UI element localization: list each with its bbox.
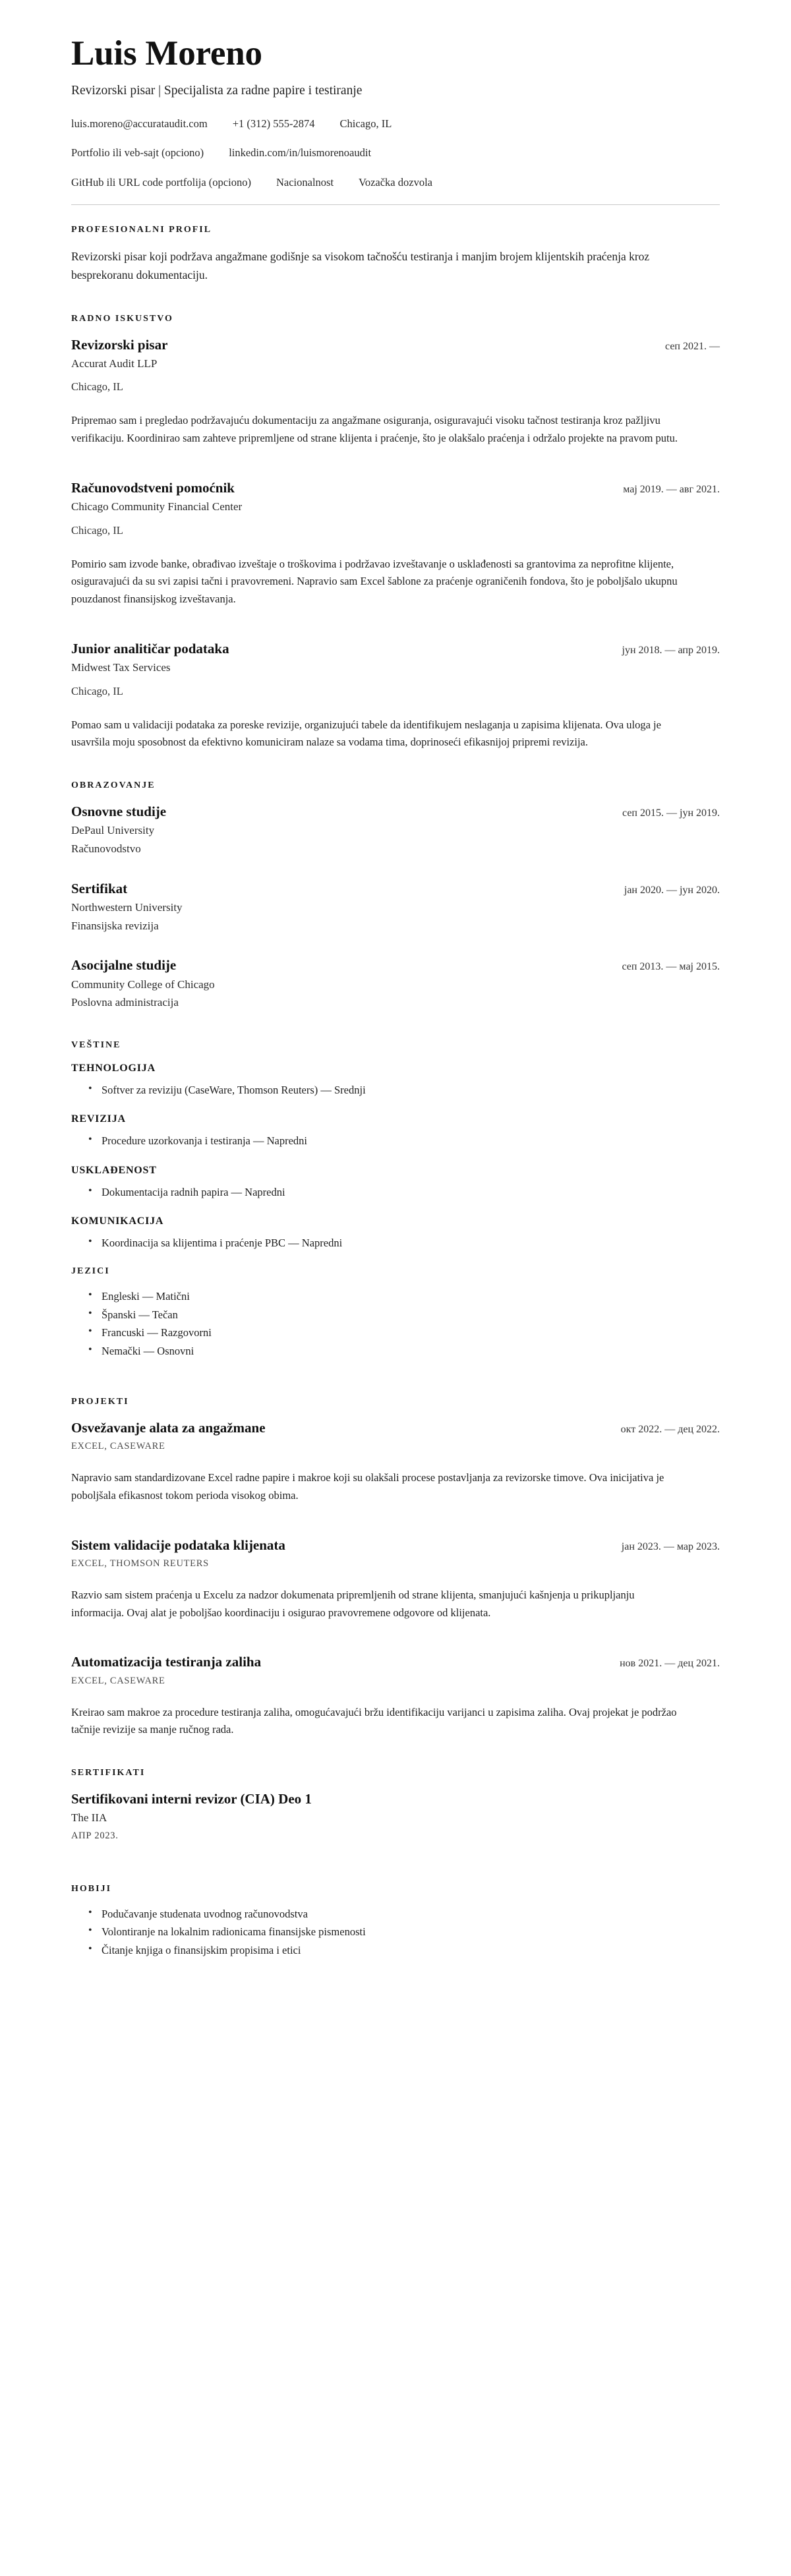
skill-item: • Procedure uzorkovanja i testiranja — Napredni xyxy=(88,1132,720,1150)
section-title-skills: VEŠTINE xyxy=(71,1039,121,1050)
education-school: Northwestern University xyxy=(71,901,183,914)
job-date: мај 2019. — авг 2021. xyxy=(623,483,720,495)
hobby-item: • Volontiranje na lokalnim radionicama finansijske pismenosti xyxy=(88,1923,720,1941)
project-date: нов 2021. — дец 2021. xyxy=(620,1658,720,1670)
spacer xyxy=(71,453,720,479)
contact-portfolio[interactable]: Portfolio ili veb-sajt (opciono) xyxy=(71,146,204,160)
spacer xyxy=(71,1745,720,1768)
header-divider xyxy=(71,204,720,205)
certificate-issuer: The IIA xyxy=(71,1811,107,1825)
experience-entry-head xyxy=(71,640,720,658)
experience-entry-head xyxy=(71,479,720,497)
hobby-item: • Čitanje knjiga o finansijskim propisima i etici xyxy=(88,1941,720,1959)
education-entry-head xyxy=(71,880,720,898)
contact-row-1 xyxy=(71,116,720,132)
education-entry-head xyxy=(71,956,720,974)
section-title-certificates: SERTIFIKATI xyxy=(71,1768,146,1778)
section-languages xyxy=(71,1266,720,1360)
candidate-name: Luis Moreno xyxy=(71,34,262,73)
project-tech: EXCEL, CASEWARE xyxy=(71,1675,165,1686)
contact-github[interactable]: GitHub ili URL code portfolija (opciono) xyxy=(71,176,251,189)
hobby-list xyxy=(71,1905,720,1959)
job-company: Accurat Audit LLP xyxy=(71,357,158,370)
candidate-headline: Revizorski pisar | Specijalista za radne papire i testiranje xyxy=(71,84,363,98)
project-entry-head xyxy=(71,1653,720,1671)
project-name: Automatizacija testiranja zaliha xyxy=(71,1654,262,1670)
language-item: • Španski — Tečan xyxy=(88,1306,720,1324)
skill-item: • Softver za reviziju (CaseWare, Thomson Reuters) — Srednji xyxy=(88,1081,720,1099)
skill-group-label: TEHNOLOGIJA xyxy=(71,1062,156,1074)
job-description: Pomirio sam izvode banke, obrađivao izveštaje o troškovima i podržavao izveštavanje o usklađenosti sa grantovima za neprofitne klijente, osiguravajući da su svi zapisi tačni i pravovremeni. Napravio sam Excel šablone za praćenje ograničenih fondova, što je poboljšalo ukupnu pouzdanost finansijskog izveštavanja. xyxy=(71,557,678,606)
skill-item: • Koordinacija sa klijentima i praćenje PBC — Napredni xyxy=(88,1234,720,1252)
section-title-languages: JEZICI xyxy=(71,1266,110,1277)
education-entry xyxy=(71,956,720,1011)
language-item: • Nemački — Osnovni xyxy=(88,1342,720,1360)
contact-nationality: Nacionalnost xyxy=(276,176,334,189)
section-profile xyxy=(71,225,720,285)
job-description: Pomao sam u validaciji podataka za poreske revizije, organizujući tabele da identifikujem neslaganja u zapisima klijenata. Ova uloga je usavršila moju sposobnost da efektivno komuniciram nalaze sa vodama tima, doprinoseći efikasnijoj pripremi revizija. xyxy=(71,718,661,749)
language-item: • Francuski — Razgovorni xyxy=(88,1324,720,1341)
job-role: Junior analitičar podataka xyxy=(71,640,229,657)
skill-group-label: KOMUNIKACIJA xyxy=(71,1215,164,1227)
education-field: Finansijska revizija xyxy=(71,919,159,932)
section-skills xyxy=(71,1040,720,1252)
project-description: Napravio sam standardizovane Excel radne papire i makroe koji su olakšali procese postavljanja za revizorske timove. Ova inicijativa je poboljšala efikasnost tokom perioda visokog obima. xyxy=(71,1471,664,1502)
spacer xyxy=(71,291,720,314)
section-certificates xyxy=(71,1768,720,1842)
job-date: сеп 2021. — xyxy=(665,340,720,352)
project-entry xyxy=(71,1419,720,1505)
skill-group-communication xyxy=(71,1215,720,1252)
education-entry xyxy=(71,880,720,935)
spacer xyxy=(71,1374,720,1397)
job-location: Chicago, IL xyxy=(71,523,123,537)
certificate-date: АПР 2023. xyxy=(71,1830,119,1842)
project-date: јан 2023. — мар 2023. xyxy=(621,1540,720,1552)
spacer xyxy=(71,1848,720,1871)
section-title-projects: PROJEKTI xyxy=(71,1396,129,1407)
contact-email[interactable]: luis.moreno@accurataudit.com xyxy=(71,117,208,130)
education-entry xyxy=(71,803,720,858)
education-school: DePaul University xyxy=(71,824,155,837)
spacer xyxy=(71,1018,720,1040)
section-title-experience: RADNO ISKUSTVO xyxy=(71,313,173,324)
hobby-item: • Podučavanje studenata uvodnog računovodstva xyxy=(88,1905,720,1923)
skill-list xyxy=(71,1132,720,1150)
spacer xyxy=(71,614,720,640)
project-entry xyxy=(71,1537,720,1622)
experience-entry xyxy=(71,640,720,751)
section-title-profile: PROFESIONALNI PROFIL xyxy=(71,224,212,235)
project-entry-head xyxy=(71,1419,720,1437)
project-name: Sistem validacije podataka klijenata xyxy=(71,1537,285,1553)
contact-row-3 xyxy=(71,175,720,191)
project-tech: EXCEL, CASEWARE xyxy=(71,1441,165,1452)
project-entry xyxy=(71,1653,720,1739)
experience-entry xyxy=(71,479,720,608)
job-role: Revizorski pisar xyxy=(71,336,168,353)
language-list xyxy=(71,1287,720,1360)
section-title-hobbies: HOBIJI xyxy=(71,1884,112,1894)
job-date: јун 2018. — апр 2019. xyxy=(622,644,720,656)
skill-item: • Dokumentacija radnih papira — Napredni xyxy=(88,1183,720,1201)
section-projects xyxy=(71,1397,720,1739)
profile-summary: Revizorski pisar koji podržava angažmane godišnje sa visokom tačnošću testiranja i manjim brojem klijentskih praćenja kroz besprekoranu dokumentaciju. xyxy=(71,249,650,282)
skill-group-audit xyxy=(71,1113,720,1150)
project-tech: EXCEL, THOMSON REUTERS xyxy=(71,1558,209,1569)
contact-linkedin[interactable]: linkedin.com/in/luismorenoaudit xyxy=(229,146,372,160)
section-education xyxy=(71,780,720,1011)
project-name: Osvežavanje alata za angažmane xyxy=(71,1419,266,1436)
education-degree: Sertifikat xyxy=(71,880,128,896)
contact-row-2 xyxy=(71,145,720,161)
section-title-education: OBRAZOVANJE xyxy=(71,780,156,791)
contact-phone[interactable]: +1 (312) 555-2874 xyxy=(232,117,315,130)
job-location: Chicago, IL xyxy=(71,380,123,394)
job-company: Midwest Tax Services xyxy=(71,661,171,674)
experience-entry-head xyxy=(71,336,720,354)
education-date: сеп 2015. — јун 2019. xyxy=(622,807,720,819)
resume-header xyxy=(71,34,720,191)
contact-location: Chicago, IL xyxy=(339,117,392,130)
project-description: Razvio sam sistem praćenja u Excelu za nadzor dokumenata pripremljenih od strane klijenta, smanjujući kašnjenja u prikupljanju informacija. Ovaj alat je poboljšao koordinaciju i osigurao pravovremene odgovore od klijenata. xyxy=(71,1588,635,1619)
spacer xyxy=(71,939,720,956)
contact-drivers-license: Vozačka dozvola xyxy=(359,176,432,189)
education-field: Poslovna administracija xyxy=(71,996,179,1009)
education-degree: Asocijalne studije xyxy=(71,957,177,974)
job-description: Pripremao sam i pregledao podržavajuću dokumentaciju za angažmane osiguranja, osiguravajući visoku tačnost testiranja kroz pažljivu verifikaciju. Koordinirao sam zahteve pripremljene od strane klijenta i praćenje, što je olakšalo praćenja i održalo projekte na pravom putu. xyxy=(71,414,678,445)
skill-list xyxy=(71,1183,720,1201)
spacer xyxy=(71,758,720,780)
section-hobbies xyxy=(71,1884,720,1959)
language-item: • Engleski — Matični xyxy=(88,1287,720,1305)
certificate-entry xyxy=(71,1790,720,1842)
spacer xyxy=(71,1627,720,1653)
certificate-name: Sertifikovani interni revizor (CIA) Deo 1 xyxy=(71,1791,312,1807)
skill-group-label: REVIZIJA xyxy=(71,1113,126,1125)
spacer xyxy=(71,1510,720,1537)
project-date: окт 2022. — дец 2022. xyxy=(620,1423,720,1435)
skill-group-label: USKLAĐENOST xyxy=(71,1164,157,1176)
education-school: Community College of Chicago xyxy=(71,978,215,991)
skill-list xyxy=(71,1234,720,1252)
job-location: Chicago, IL xyxy=(71,684,123,697)
spacer xyxy=(71,863,720,880)
section-experience xyxy=(71,314,720,752)
project-description: Kreirao sam makroe za procedure testiranja zaliha, omogućavajući bržu identifikaciju varijanci u zapisima zaliha. Ovaj projekat je podržao tačnije revizije sa manje ručnog rada. xyxy=(71,1705,677,1736)
experience-entry xyxy=(71,336,720,448)
project-entry-head xyxy=(71,1537,720,1554)
education-date: сеп 2013. — мај 2015. xyxy=(622,961,720,973)
skill-group-compliance xyxy=(71,1165,720,1201)
education-degree: Osnovne studije xyxy=(71,804,167,820)
education-field: Računovodstvo xyxy=(71,842,141,856)
skill-group-technology xyxy=(71,1063,720,1099)
job-role: Računovodstveni pomoćnik xyxy=(71,479,235,496)
job-company: Chicago Community Financial Center xyxy=(71,500,243,513)
education-entry-head xyxy=(71,803,720,821)
education-date: јан 2020. — јун 2020. xyxy=(624,884,720,896)
skill-list xyxy=(71,1081,720,1099)
